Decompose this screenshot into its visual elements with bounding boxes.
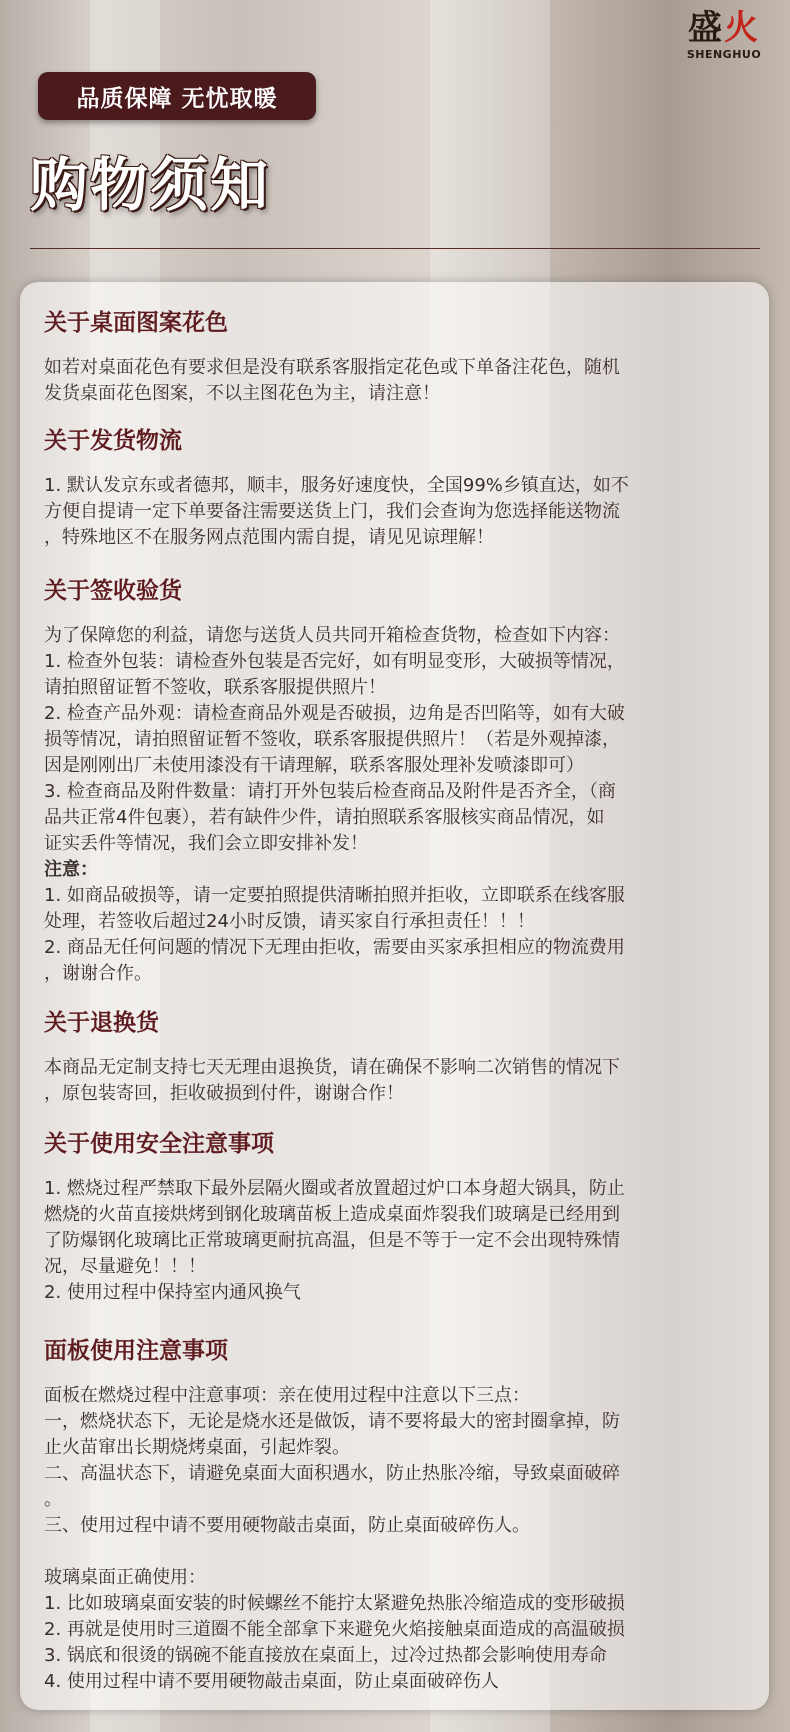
text-line: ，原包装寄回，拒收破损到付件，谢谢合作！: [44, 1083, 404, 1104]
text-line: 因是刚刚出厂未使用漆没有干请理解，联系客服处理补发喷漆即可）: [44, 755, 584, 776]
text-line: 玻璃桌面正确使用：: [44, 1567, 206, 1588]
brand-name-en: SHENGHUO: [686, 48, 762, 61]
text-line: 面板在燃烧过程中注意事项：亲在使用过程中注意以下三点：: [44, 1385, 530, 1406]
text-line: 4. 使用过程中请不要用硬物敲击桌面，防止桌面破碎伤人: [44, 1671, 499, 1692]
section-heading: 关于签收验货: [44, 578, 182, 604]
section-shipping: [44, 422, 749, 551]
notice-card: [20, 282, 769, 1710]
section-heading: 关于退换货: [44, 1010, 159, 1036]
text-line: 发货桌面花色图案，不以主图花色为主，请注意！: [44, 383, 440, 404]
text-line: 2. 使用过程中保持室内通风换气: [44, 1282, 301, 1303]
text-line: 了防爆钢化玻璃比正常玻璃更耐抗高温，但是不等于一定不会出现特殊情: [44, 1230, 620, 1251]
section-heading: 关于桌面图案花色: [44, 310, 228, 336]
text-line: 一，燃烧状态下，无论是烧水还是做饭，请不要将最大的密封圈拿掉，防: [44, 1411, 620, 1432]
blank-line: [44, 1539, 749, 1565]
text-line: 品共正常4件包裹），若有缺件少件，请拍照联系客服核实商品情况，如: [44, 807, 605, 828]
text-line: ，谢谢合作。: [44, 963, 152, 984]
text-line: 证实丢件等情况，我们会立即安排补发！: [44, 833, 368, 854]
text-line: 为了保障您的利益，请您与送货人员共同开箱检查货物，检查如下内容：: [44, 625, 620, 646]
text-line: 1. 检查外包装：请检查外包装是否完好，如有明显变形，大破损等情况，: [44, 651, 625, 672]
text-line: 。: [44, 1489, 62, 1510]
section-heading: 面板使用注意事项: [44, 1338, 228, 1364]
text-line: 1. 默认发京东或者德邦，顺丰，服务好速度快，全国99%乡镇直达，如不: [44, 475, 629, 496]
text-line: 二、高温状态下，请避免桌面大面积遇水，防止热胀冷缩，导致桌面破碎: [44, 1463, 620, 1484]
text-line: 请拍照留证暂不签收，联系客服提供照片！: [44, 677, 386, 698]
section-body: [44, 623, 749, 987]
text-line: 燃烧的火苗直接烘烤到钢化玻璃苗板上造成桌面炸裂我们玻璃是已经用到: [44, 1204, 620, 1225]
section-heading: 关于使用安全注意事项: [44, 1131, 274, 1157]
text-line: 三、使用过程中请不要用硬物敲击桌面，防止桌面破碎伤人。: [44, 1515, 530, 1536]
quality-badge: 品质保障 无忧取暖: [38, 72, 316, 120]
text-line: 本商品无定制支持七天无理由退换货，请在确保不影响二次销售的情况下: [44, 1057, 620, 1078]
section-returns: [44, 1004, 749, 1107]
text-line: ，特殊地区不在服务网点范围内需自提，请见见谅理解！: [44, 527, 494, 548]
text-line: 2. 商品无任何问题的情况下无理由拒收，需要由买家承担相应的物流费用: [44, 937, 625, 958]
text-line: 3. 检查商品及附件数量：请打开外包装后检查商品及附件是否齐全，（商: [44, 781, 616, 802]
section-panel-usage: [44, 1332, 749, 1695]
text-line: 处理，若签收后超过24小时反馈，请买家自行承担责任！！！: [44, 911, 535, 932]
brand-logo: [674, 8, 774, 61]
text-line: 损等情况，请拍照留证暂不签收，联系客服提供照片！（若是外观掉漆，: [44, 729, 620, 750]
text-line: 1. 比如玻璃桌面安装的时候螺丝不能拧太紧避免热胀冷缩造成的变形破损: [44, 1593, 625, 1614]
section-heading: 关于发货物流: [44, 428, 182, 454]
brand-name-cn: 盛火: [688, 8, 760, 48]
text-line: 1. 燃烧过程严禁取下最外层隔火圈或者放置超过炉口本身超大锅具，防止: [44, 1178, 625, 1199]
text-line: 止火苗窜出长期烧烤桌面，引起炸裂。: [44, 1437, 350, 1458]
section-body: [44, 1055, 749, 1107]
text-line: 3. 锅底和很烫的锅碗不能直接放在桌面上，过冷过热都会影响使用寿命: [44, 1645, 607, 1666]
section-body: [44, 473, 749, 551]
text-line: 如若对桌面花色有要求但是没有联系客服指定花色或下单备注花色，随机: [44, 357, 620, 378]
text-line: 方便自提请一定下单要备注需要送货上门，我们会查询为您选择能送物流: [44, 501, 620, 522]
section-body: [44, 1176, 749, 1306]
section-safety: [44, 1125, 749, 1306]
text-line: 2. 检查产品外观：请检查商品外观是否破损，边角是否凹陷等，如有大破: [44, 703, 625, 724]
section-inspection: [44, 572, 749, 987]
text-line: 况，尽量避免！！！: [44, 1256, 206, 1277]
text-line: 2. 再就是使用时三道圈不能全部拿下来避免火焰接触桌面造成的高温破损: [44, 1619, 625, 1640]
text-line: 1. 如商品破损等，请一定要拍照提供清晰拍照并拒收，立即联系在线客服: [44, 885, 625, 906]
page-title: 购物须知: [30, 151, 271, 219]
divider: [30, 248, 760, 249]
section-pattern-color: [44, 304, 749, 407]
section-body: [44, 1383, 749, 1695]
note-label: 注意：: [44, 859, 98, 880]
section-body: [44, 355, 749, 407]
